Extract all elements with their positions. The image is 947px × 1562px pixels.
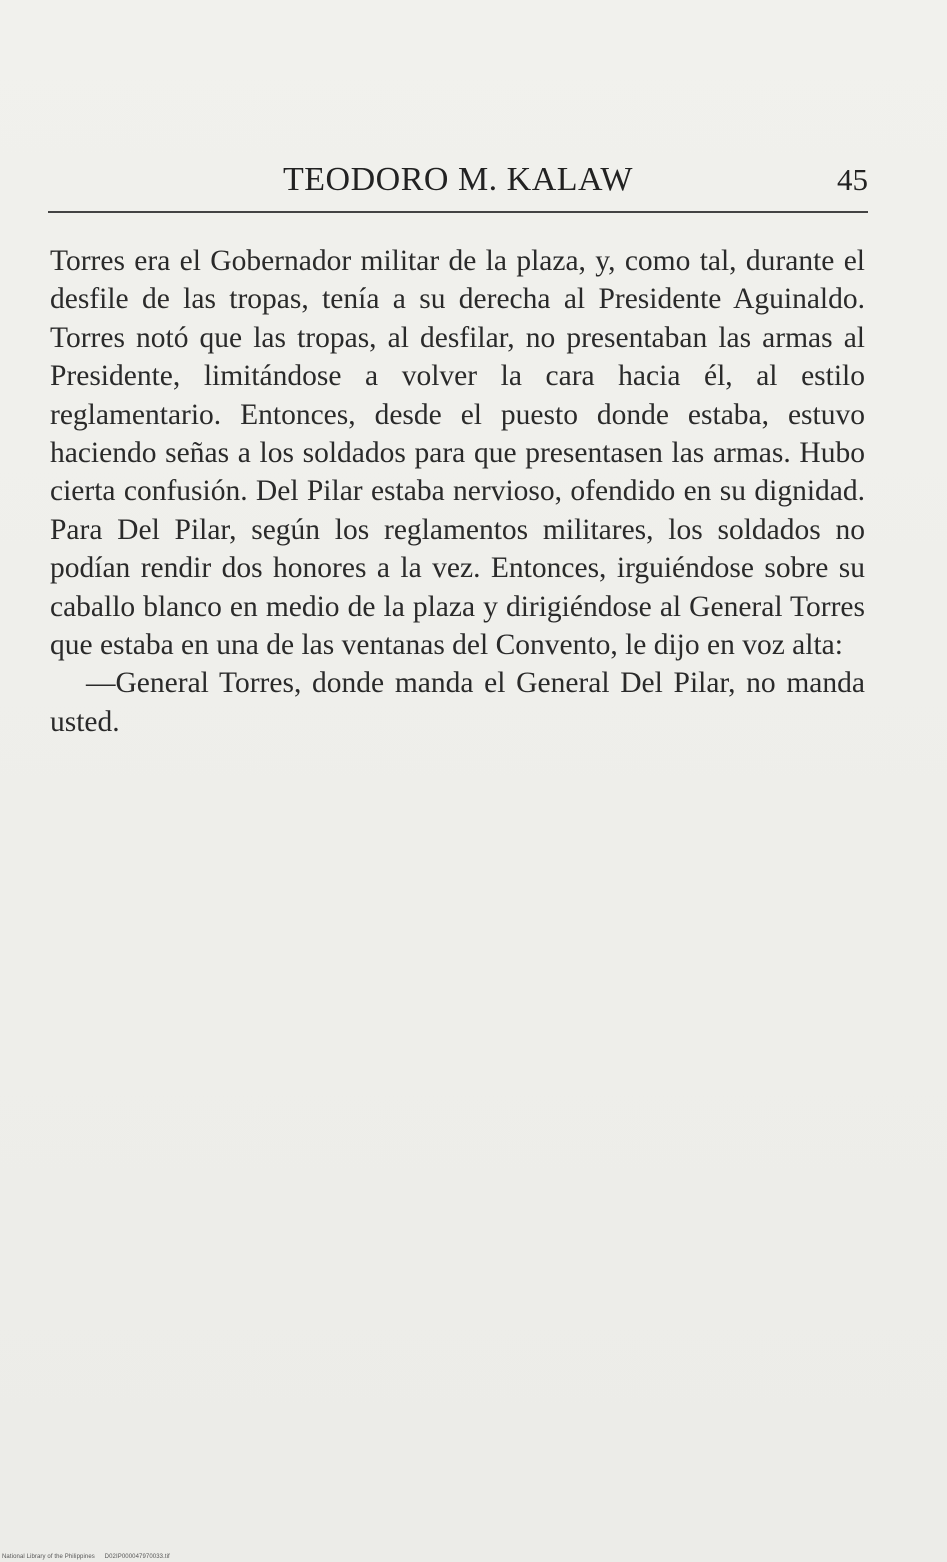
running-head: [48, 158, 868, 202]
paragraph-1: Torres era el Gobernador militar de la plaza, y, como tal, durante el desfile de las tropas, tenía a su derecha al Presidente Aguinaldo. Torres notó que las tropas, al desfilar, no presentaban las armas al Presidente, limitándose a volver la cara hacia él, al estilo reglamentario. Entonces, desde el puesto donde estaba, estuvo haciendo señas a los soldados para que presentasen las armas. Hubo cierta confusión. Del Pilar estaba nervioso, ofendido en su dignidad. Para Del Pilar, según los reglamentos militares, los soldados no podían rendir dos honores a la vez. Entonces, irguiéndose sobre su caballo blanco en medio de la plaza y dirigiéndose al General Torres que estaba en una de las ventanas del Convento, le dijo en voz alta:: [50, 245, 865, 662]
footer-identifier: D02IP000047970033.tif: [104, 1554, 170, 1560]
running-title: TEODORO M. KALAW: [283, 161, 633, 198]
footer-library: National Library of the Philippines: [2, 1554, 95, 1560]
page-number: 45: [837, 162, 868, 197]
header-rule: [48, 211, 868, 213]
body-text: [50, 242, 865, 741]
scan-footer: [2, 1554, 178, 1560]
paragraph-2: —General Torres, donde manda el General Del Pilar, no manda usted.: [50, 667, 865, 738]
